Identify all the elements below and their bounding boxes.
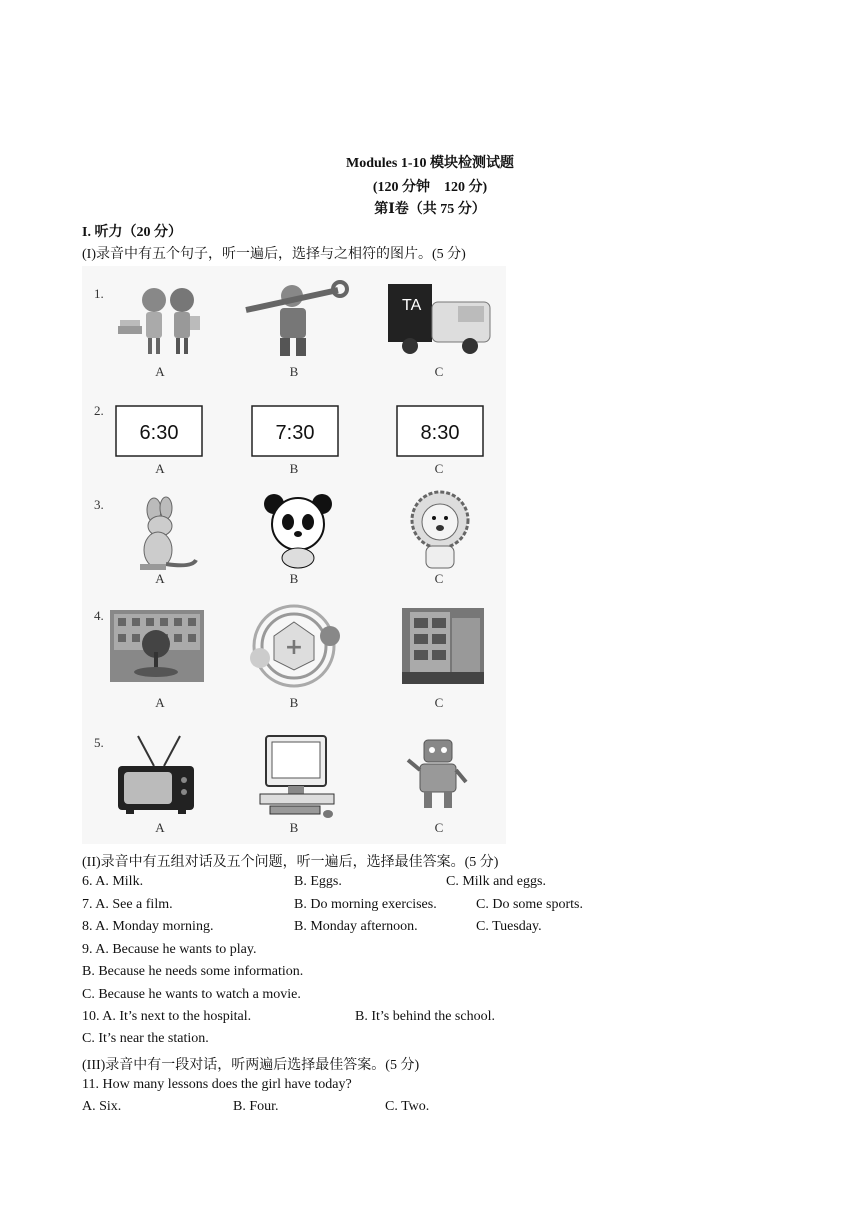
q10-option-b: B. It’s behind the school. <box>355 1009 495 1024</box>
computer-icon <box>260 736 334 818</box>
option-label: A <box>155 364 165 379</box>
q8-option-c: C. Tuesday. <box>476 919 542 934</box>
option-label: C <box>434 820 444 835</box>
row-number: 2. <box>94 403 104 418</box>
repairman-icon <box>246 282 347 356</box>
q8-option-a: 8. A. Monday morning. <box>82 919 214 934</box>
students-icon <box>118 288 200 354</box>
q11-option-a: A. Six. <box>82 1099 122 1114</box>
part2-instruction: (II)录音中有五组对话及五个问题，听一遍后，选择最佳答案。(5 分) <box>82 855 499 870</box>
q11-option-b: B. Four. <box>233 1099 279 1114</box>
option-label: C <box>434 571 444 586</box>
option-label: C <box>434 695 444 710</box>
school-building-photo <box>110 610 204 682</box>
exam-time-score: (120 分钟 120 分) <box>372 180 488 195</box>
clock-box-a <box>116 406 202 456</box>
clock-box-b <box>252 406 338 456</box>
part3-instruction: (III)录音中有一段对话，听两遍后选择最佳答案。(5 分) <box>82 1058 420 1073</box>
truck-icon <box>388 284 490 354</box>
cross-sign: + <box>284 635 304 660</box>
kangaroo-icon <box>140 497 196 570</box>
option-label: B <box>289 364 299 379</box>
tv-icon <box>118 736 194 814</box>
part1-instruction: (I)录音中有五个句子，听一遍后，选择与之相符的图片。(5 分) <box>82 247 466 262</box>
q11-question: 11. How many lessons does the girl have today? <box>82 1077 352 1092</box>
clock-box-c <box>397 406 483 456</box>
q10-option-c: C. It’s near the station. <box>82 1031 209 1046</box>
q6-option-b: B. Eggs. <box>294 874 342 889</box>
truck-logo-text: TA <box>402 297 422 314</box>
hospital-logo-icon <box>250 606 340 686</box>
q9-option-a: 9. A. Because he wants to play. <box>82 942 257 957</box>
option-label: B <box>289 461 299 476</box>
q8-option-b: B. Monday afternoon. <box>294 919 418 934</box>
option-label: A <box>155 461 165 476</box>
option-label: B <box>289 571 299 586</box>
q7-option-c: C. Do some sports. <box>476 897 583 912</box>
clock-time: 7:30 <box>275 422 315 444</box>
option-label: C <box>434 364 444 379</box>
q10-option-a: 10. A. It’s next to the hospital. <box>82 1009 252 1024</box>
option-label: B <box>289 820 299 835</box>
q9-option-b: B. Because he needs some information. <box>82 964 304 979</box>
picture-questions-figure <box>82 266 506 844</box>
lion-icon <box>412 492 468 568</box>
q6-option-a: 6. A. Milk. <box>82 874 144 889</box>
option-label: A <box>155 820 165 835</box>
shop-building-photo <box>402 608 484 684</box>
exam-title: Modules 1-10 模块检测试题 <box>346 156 514 171</box>
option-label: B <box>289 695 299 710</box>
row-number: 5. <box>94 735 104 750</box>
clock-time: 6:30 <box>139 422 179 444</box>
row-number: 4. <box>94 608 104 623</box>
q9-option-c: C. Because he wants to watch a movie. <box>82 987 301 1002</box>
picture-grid <box>82 266 506 844</box>
q6-option-c: C. Milk and eggs. <box>446 874 546 889</box>
q11-option-c: C. Two. <box>385 1099 430 1114</box>
robot-icon <box>408 740 466 808</box>
section-heading-listening: I. 听力（20 分） <box>82 225 182 240</box>
clock-time: 8:30 <box>420 422 460 444</box>
q7-option-a: 7. A. See a film. <box>82 897 173 912</box>
row-number: 1. <box>94 286 104 301</box>
option-label: A <box>155 571 165 586</box>
option-label: A <box>155 695 165 710</box>
exam-volume: 第Ⅰ卷（共 75 分） <box>374 202 486 217</box>
q7-option-b: B. Do morning exercises. <box>294 897 437 912</box>
row-number: 3. <box>94 497 104 512</box>
option-label: C <box>434 461 444 476</box>
panda-icon <box>264 494 332 568</box>
